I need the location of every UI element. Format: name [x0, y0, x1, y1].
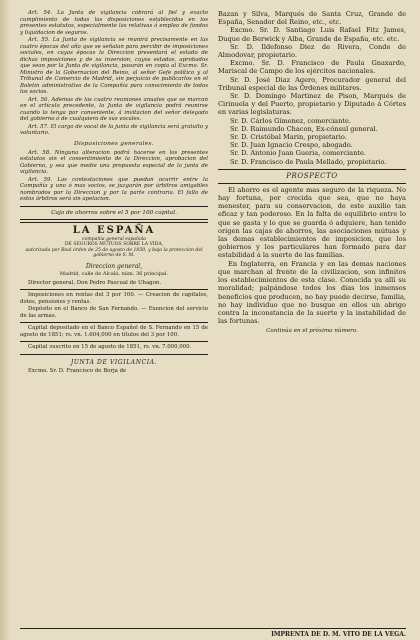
- caja-de-ahorros-heading: Caja de ahorros sobre el 5 por 100 capital.: [51, 209, 177, 216]
- member-name: Sr. D. Francisco de Paula Mellado, propietario.: [230, 157, 387, 166]
- deposito-text: Depósito en el Banco de San Fernando. — Exencion del servicio de las armas.: [20, 306, 208, 319]
- company-detail: autorizada por Real órden de 25 de agosto de 1850, y bajo la proteccion del gobierno de S. M.: [25, 247, 203, 258]
- article-55: Art. 55. La Junta de vigilancia se reunirá precisamente en las cuatro épocas del año que se señalan para percibir de imposiciones sociales, en cuyas épocas la Direccion presentará el estado de dichas imposiciones y de su inversion, cuyos estados, aprobados que sean por la Junta de vigilancia, pasarán en copia al Excmo. Sr. Ministro de la Gobernacion del Reino, al señor Gefe político y al Tribunal de Comercio de Madrid, sin perjuicio de publicarlos en el Boletin administrativo de la Compañía para conocimiento de todos los socios.: [20, 37, 208, 95]
- member-name: Sr. D. José Diaz Agero, Procurador general del Tribunal especial de las Órdenes militares.: [218, 75, 406, 92]
- company-brand: LA ESPAÑA: [72, 224, 156, 236]
- junta-heading: JUNTA DE VIGILANCIA.: [70, 358, 158, 366]
- divider: [20, 341, 208, 342]
- direccion-address: Madrid, calle de Alcalá, núm. 36 principal.: [59, 270, 169, 277]
- divider: [218, 183, 406, 184]
- imposiciones-text: Imposiciones en rentas del 3 por 100. — Creacion de capitales, dotes, pensiones y rentas.: [20, 292, 208, 305]
- member-name: Excmo. Sr. D. Francisco de Paula Gnaxardo, Mariscal de Campo de los ejércitos nacionales.: [218, 59, 406, 76]
- member-name: Sr. D. Cristóbal Marin, propietario.: [230, 133, 347, 142]
- article-58: Art. 58. Ninguna alteracion podrá hacerse en los presentes estatutos sin el consentimiento de la Direccion, aprobacion del Gobierno, y sea que medie una propuesta especial de la junta de vigilancia.: [20, 149, 208, 175]
- article-57: Art. 57. El cargo de vocal de la junta de vigilancia será gratuito y voluntario.: [20, 123, 208, 136]
- prospecto-paragraph: El ahorro es el agente mas seguro de la riqueza. No hay fortuna, por crecida que sea, que no haya menester, para su conservacion, de este auxilio tan eficaz y tan poderoso. En la falta de equilibrio entre lo que se gasta y lo que se guarda ó adquiere, han tenido origen las cajas de ahorros, las asociaciones mútuas y las demas establecimientos de imposicion, que los gobiernos y los particulares han formado para dar estabilidad á la suerte de las familias.: [218, 185, 406, 260]
- capital-suscrito: Capital suscrito en 15 de agosto de 1851, rs. vn. 7.000,000.: [28, 344, 192, 350]
- capital-depositado: Capital depositado en el Banco Español de S. Fernando en 15 de agosto de 1851; rs. vn. 1.604,000 en títulos del 3 por 100.: [20, 325, 208, 338]
- member-name: Bazan y Silva, Marqués de Santa Cruz, Grande de España, Senador del Reino, etc., etc.: [218, 10, 406, 27]
- divider: [218, 169, 406, 170]
- section-heading-general: Disposiciones generales.: [74, 140, 154, 147]
- direccion-heading: Direccion general,: [85, 262, 143, 270]
- member-name: Sr. D. Cárlos Gimenez, comerciante.: [230, 116, 352, 125]
- divider: [20, 206, 208, 207]
- right-column: [218, 10, 406, 375]
- article-56: Art. 56. Ademas de las cuatro reuniones anuales que se marcan en el artículo precedente, la Junta de vigilancia podrá reunirse cuando lo tenga por conveniente, á invitacion del señor delegado del gobierno ó de cualquiera de sus vocales.: [20, 96, 208, 122]
- member-name: Sr. D. Domingo Martinez de Pison, Marqués de Cirinuela y del Puerto, propietario y Diputado á Córtes en varias legislaturas.: [218, 92, 406, 117]
- left-column: [20, 10, 208, 375]
- continuation-note: Continúa en el próximo número.: [266, 328, 358, 335]
- divider: [20, 322, 208, 323]
- divider: [20, 289, 208, 290]
- junta-first-member: Excmo. Sr. D. Francisco de Borja de: [28, 367, 127, 374]
- article-54: Art. 54. La Junta de vigilancia cobrará al fiel y exacto cumplimiento de todas las disposiciones establecidas en los presentes estatutos, especialmente las relativas á empleo de fondos y liquidacion de seguros.: [20, 10, 208, 36]
- printer-imprint: IMPRENTA DE D. M. VITO DE LA VEGA.: [271, 631, 406, 638]
- director-line: Director general, Don Pedro Pascual de Uhagon.: [28, 279, 162, 286]
- footer: [20, 628, 406, 638]
- divider: [20, 354, 208, 355]
- member-name: Sr. D. Juan Ignacio Crespo, abogado.: [230, 141, 353, 150]
- member-name: Excmo. Sr. D. Santiago Luis Rafael Fitz James, Duque de Berwick y Alba, Grande de España, etc. etc.: [218, 26, 406, 43]
- two-column-layout: [20, 10, 406, 375]
- member-name: Sr. D. Raimundo Chacon, Ex-cónsul general.: [230, 124, 378, 133]
- double-divider: [20, 219, 208, 223]
- member-name: Sr. D. Ildefonso Diez de Rivera, Conde de Almodovar, propietario.: [218, 42, 406, 60]
- company-line: compañía general española: [82, 236, 146, 242]
- prospecto-paragraph: En Inglaterra, en Francia y en las demas naciones que marchan al frente de la civilizacion, son infinitos los establecimientos de esta clase. Conocida ya allí su moralidad; palpándose todos los dias los inmensos beneficios que producen, no hay puede decirse, familia, no hay individuo que no busque en ellos un abrigo contra la inconstancia de la suerte y la instabilidad de las fortunas.: [218, 259, 406, 326]
- company-subtitle: DE SEGUROS MUTUOS SOBRE LA VIDA,: [64, 242, 164, 247]
- member-name: Sr. D. Antonio Juan Gueria, comerciante.: [230, 149, 366, 158]
- prospecto-heading: PROSPECTO: [286, 171, 338, 180]
- article-59: Art. 59. Las contestaciones que puedan ocurrir entre la Compañía y uno ó mas socios, se juzgarán por árbitros amigables nombrados por la Direccion y por la parte contraria. El fallo de estos árbitros será sin apelacion.: [20, 176, 208, 202]
